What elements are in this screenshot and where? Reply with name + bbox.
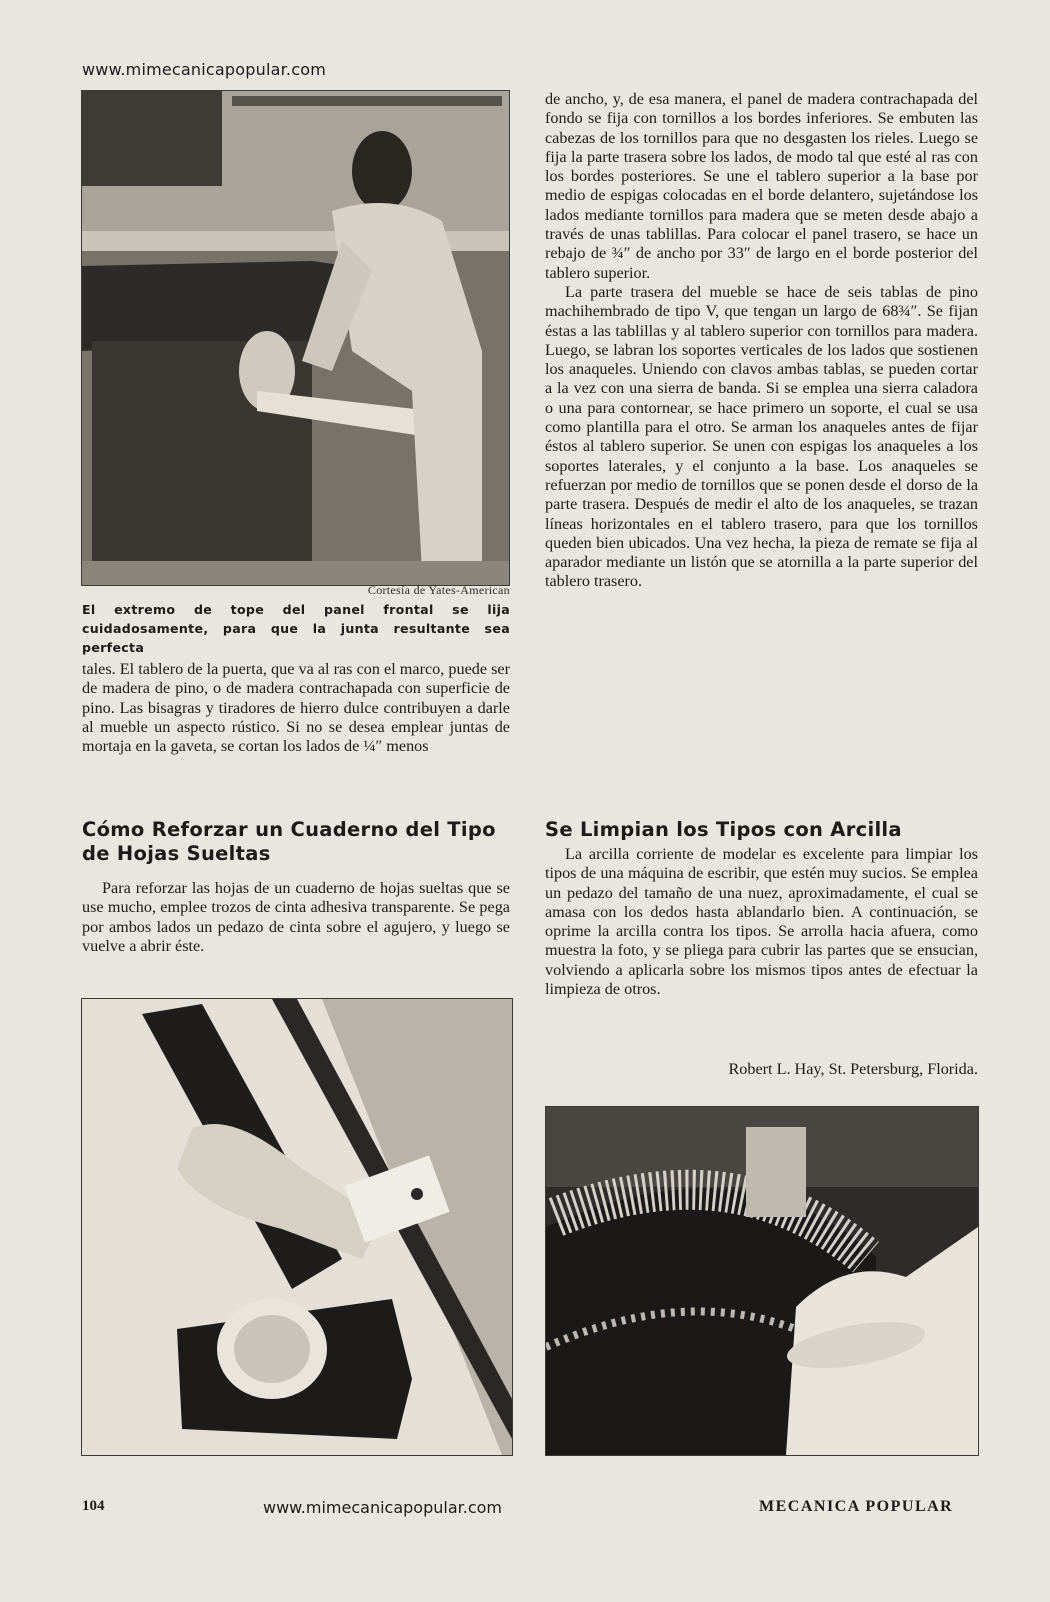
article-right-body: [545, 845, 978, 999]
article-left-title: Cómo Reforzar un Cuaderno del Tipo de Hojas Sueltas: [82, 818, 496, 865]
right-column-text: [545, 90, 978, 592]
photo-notebook-tape: [81, 998, 513, 1456]
header-url: www.mimecanicapopular.com: [82, 60, 326, 79]
left-column-continuation: [82, 660, 510, 756]
article-left-paragraph: Para reforzar las hojas de un cuaderno de hojas sueltas que se use mucho, emplee trozos de cinta adhesiva transparente. Se pega por ambos lados un pedazo de cinta sobre el agujero, y luego se vuelve a abrir éste.: [82, 879, 510, 955]
article-right-signature: Robert L. Hay, St. Petersburg, Florida.: [728, 1060, 978, 1078]
photo-typewriter-clay: [545, 1106, 979, 1456]
photo-credit: Cortesía de Yates-American: [367, 583, 510, 597]
photo-caption: El extremo de tope del panel frontal se lija cuidadosamente, para que la junta resultante sea perfecta: [82, 602, 510, 655]
right-paragraph-1: de ancho, y, de esa manera, el panel de madera contrachapada del fondo se fija con tornillos a los bordes inferiores. Se embuten las cabezas de los tornillos para que no desgasten los rieles. Luego se fija la parte trasera sobre los lados, de modo tal que esté al ras con los bordes posteriores. Se une el tablero superior a la base por medio de espigas colocadas en el borde delantero, sujetándose los lados mediante tornillos para madera que se meten desde abajo a través de unas tablillas. Para colocar el panel trasero, se hace un rebajo de ¾″ de ancho por 33″ de largo en el borde posterior del tablero superior.: [545, 90, 978, 282]
right-paragraph-2: La parte trasera del mueble se hace de seis tablas de pino machihembrado de tipo V, que tengan un largo de 68¾″. Se fijan éstas a las tablillas y al tablero superior con tornillos para madera. Luego, se labran los soportes verticales de los lados que sostienen los anaqueles. Uniendo con clavos ambas tablas, se pueden cortar a la vez con una sierra de banda. Si se emplea una sierra caladora o una para contornear, se hace primero un soporte, el cual se usa como plantilla para el otro. Se arman los anaqueles antes de fijar éstos al tablero superior. Se unen con espigas los anaqueles a los soportes laterales, y el conjunto a la base. Los anaqueles se refuerzan por medio de tornillos que se ponen desde el dorso de la parte trasera. Después de medir el alto de los anaqueles, se trazan líneas horizontales en el tablero trasero, para que los tornillos queden bien ubicados. Una vez hecha, la pieza de remate se fija al aparador mediante un listón que se atornilla a la parte superior del tablero trasero.: [545, 282, 978, 591]
photo-man-sanding-panel: [81, 90, 510, 586]
footer-magazine-name: MECANICA POPULAR: [759, 1498, 954, 1515]
continuation-paragraph: tales. El tablero de la puerta, que va al ras con el marco, puede ser de madera de pino, o de madera contrachapada con superficie de pino. Las bisagras y tiradores de hierro dulce contribuyen a darle al mueble un aspecto rústico. Si no se desea emplear juntas de mortaja en la gaveta, se cortan los lados de ¼″ menos: [82, 660, 510, 756]
page-number: 104: [82, 1498, 105, 1514]
article-right-paragraph: La arcilla corriente de modelar es excelente para limpiar los tipos de una máquina de escribir, que estén muy sucios. Se emplea un pedazo del tamaño de una nuez, aproximadamente, el cual se amasa con los dedos hasta ablandarlo bien. A continuación, se oprime la arcilla contra los tipos. Se arrolla hacia afuera, como muestra la foto, y se pliega para cubrir las partes que se ensucian, volviendo a aplicarla sobre los mismos tipos antes de efectuar la limpieza de otros.: [545, 845, 978, 999]
article-right-title: Se Limpian los Tipos con Arcilla: [545, 818, 902, 841]
article-left-body: [82, 879, 510, 956]
footer-url: www.mimecanicapopular.com: [263, 1498, 502, 1517]
